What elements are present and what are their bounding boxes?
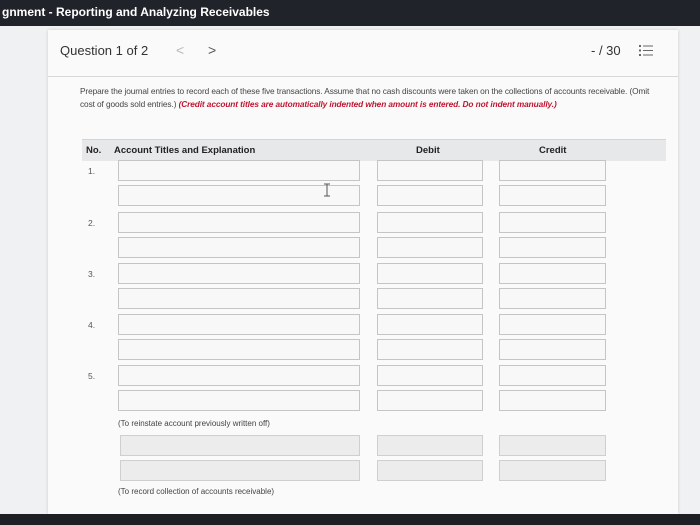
entry-2-account-input-1[interactable] [118, 212, 360, 233]
entry-5-credit-input-3[interactable] [499, 435, 606, 456]
entry-4-credit-input-2[interactable] [499, 339, 606, 360]
entry-3-account-input-1[interactable] [118, 263, 360, 284]
entry-4-credit-input-1[interactable] [499, 314, 606, 335]
row-number-3: 3. [88, 269, 96, 279]
header-credit: Credit [539, 145, 567, 156]
explanation-note-reinstate: (To reinstate account previously written off) [118, 419, 270, 428]
question-list-icon[interactable] [639, 44, 653, 57]
entry-2-credit-input-2[interactable] [499, 237, 606, 258]
entry-3-debit-input-2[interactable] [377, 288, 483, 309]
bottom-bar [0, 514, 700, 525]
next-question-button[interactable]: > [208, 42, 217, 58]
entry-5-account-input-4[interactable] [120, 460, 360, 481]
entry-3-debit-input-1[interactable] [377, 263, 483, 284]
entry-5-credit-input-4[interactable] [499, 460, 606, 481]
entry-1-credit-input-2[interactable] [499, 185, 606, 206]
row-number-5: 5. [88, 371, 96, 381]
entry-4-account-input-2[interactable] [118, 339, 360, 360]
text-cursor-icon [322, 183, 332, 197]
instructions-text: Prepare the journal entries to record each of these five transactions. Assume that no cash discounts were taken on the collections of accounts receivable. (Omit cost of goods sold entries.) [80, 86, 650, 109]
question-score: - / 30 [591, 43, 621, 58]
header-account-titles: Account Titles and Explanation [114, 145, 256, 156]
instructions-emphasis: (Credit account titles are automatically indented when amount is entered. Do not indent manually.) [178, 99, 557, 109]
header-debit: Debit [416, 145, 440, 156]
entry-4-debit-input-1[interactable] [377, 314, 483, 335]
entry-1-credit-input-1[interactable] [499, 160, 606, 181]
question-header [48, 30, 678, 77]
entry-2-debit-input-2[interactable] [377, 237, 483, 258]
entry-4-debit-input-2[interactable] [377, 339, 483, 360]
entry-5-credit-input-2[interactable] [499, 390, 606, 411]
entry-2-account-input-2[interactable] [118, 237, 360, 258]
entry-5-credit-input-1[interactable] [499, 365, 606, 386]
entry-5-debit-input-3[interactable] [377, 435, 483, 456]
question-card [48, 30, 678, 514]
entry-3-account-input-2[interactable] [118, 288, 360, 309]
entry-1-debit-input-2[interactable] [377, 185, 483, 206]
entry-3-credit-input-1[interactable] [499, 263, 606, 284]
entry-5-account-input-3[interactable] [120, 435, 360, 456]
entry-2-credit-input-1[interactable] [499, 212, 606, 233]
row-number-1: 1. [88, 166, 96, 176]
entry-5-debit-input-2[interactable] [377, 390, 483, 411]
entry-4-account-input-1[interactable] [118, 314, 360, 335]
instructions [80, 85, 655, 111]
row-number-4: 4. [88, 320, 96, 330]
entry-3-credit-input-2[interactable] [499, 288, 606, 309]
screen [0, 26, 700, 514]
window-title: gnment - Reporting and Analyzing Receivables [0, 0, 700, 26]
entry-1-account-input-1[interactable] [118, 160, 360, 181]
row-number-2: 2. [88, 218, 96, 228]
entry-5-debit-input-1[interactable] [377, 365, 483, 386]
journal-table-header [82, 139, 666, 161]
entry-2-debit-input-1[interactable] [377, 212, 483, 233]
explanation-note-collection: (To record collection of accounts receivable) [118, 487, 275, 496]
previous-question-button[interactable]: < [176, 42, 185, 58]
entry-5-account-input-2[interactable] [118, 390, 360, 411]
header-no: No. [86, 145, 102, 156]
entry-5-account-input-1[interactable] [118, 365, 360, 386]
entry-1-debit-input-1[interactable] [377, 160, 483, 181]
entry-5-debit-input-4[interactable] [377, 460, 483, 481]
question-label: Question 1 of 2 [60, 43, 149, 58]
